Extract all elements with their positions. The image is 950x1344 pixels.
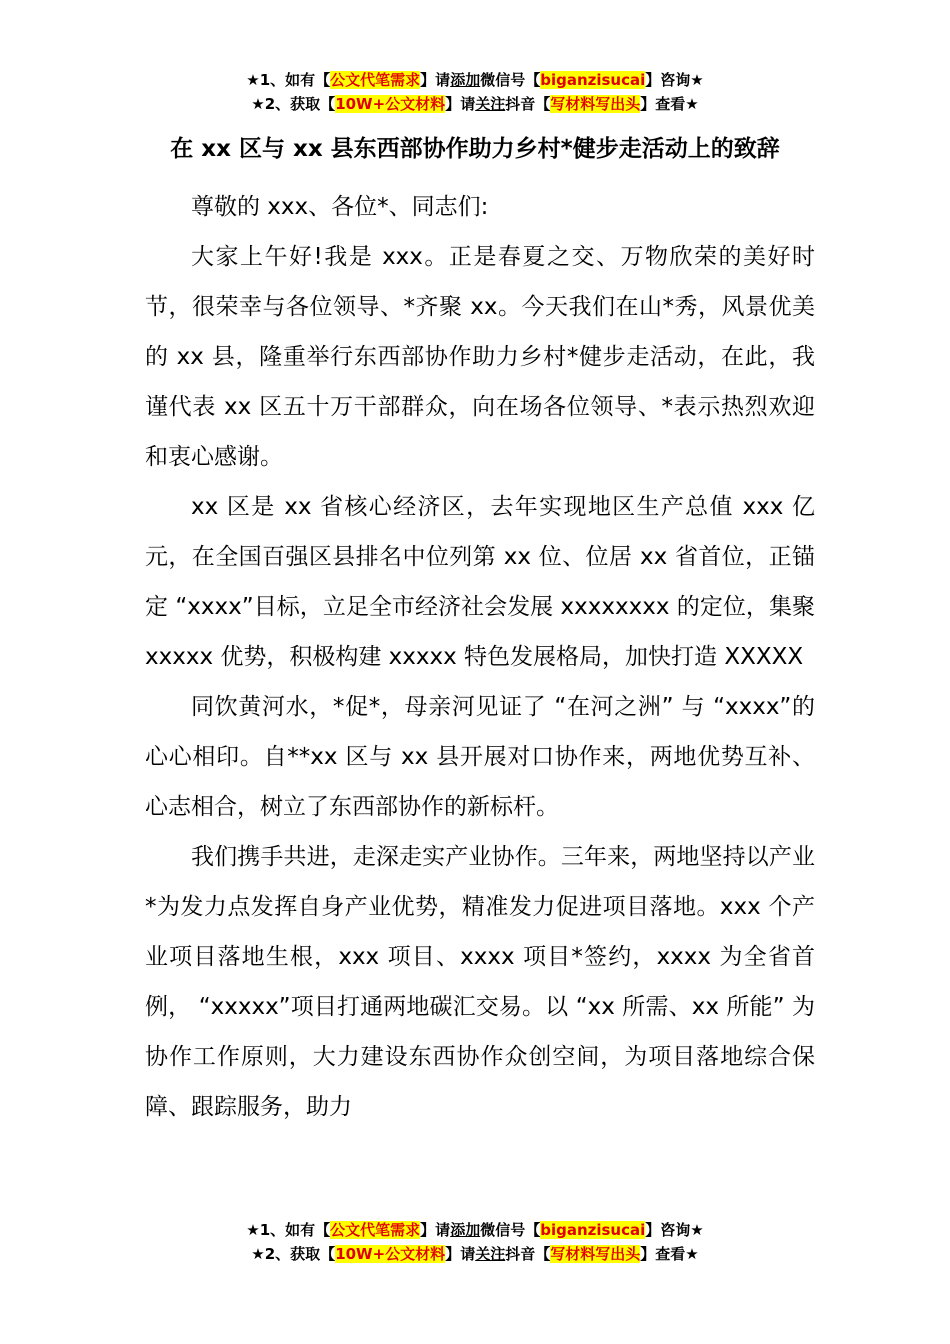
banner-line-1 [0, 1218, 950, 1242]
underlined-text: 添加 [450, 71, 481, 89]
document-title: 在 xx 区与 xx 县东西部协作助力乡村*健步走活动上的致辞 [170, 136, 780, 162]
header-banner [0, 68, 950, 116]
banner-text: 抖音【 [505, 1245, 551, 1263]
banner-text: ★2、获取【 [251, 1245, 336, 1263]
douyin-account: 写材料写出头 [550, 1245, 641, 1263]
banner-text: 】查看★ [640, 95, 699, 113]
underlined-text: 关注 [475, 1245, 506, 1263]
underlined-text: 添加 [450, 1221, 481, 1239]
banner-text: 】请 [445, 95, 476, 113]
banner-text: 微信号【 [480, 1221, 541, 1239]
banner-text: ★2、获取【 [251, 95, 336, 113]
highlight-text: 公文代笔需求 [330, 1221, 421, 1239]
highlight-text: 10W+公文材料 [335, 95, 446, 113]
paragraph: 大家上午好!我是 xxx。正是春夏之交、万物欣荣的美好时节，很荣幸与各位领导、*齐聚 xx。今天我们在山*秀，风景优美的 xx 县，隆重举行东西部协作助力乡村*健步走活动，在此，我谨代表 xx 区五十万干部群众，向在场各位领导、*表示热烈欢迎和衷心感谢。 [145, 244, 815, 470]
paragraph: 我们携手共进，走深走实产业协作。三年来，两地坚持以产业*为发力点发挥自身产业优势，精准发力促进项目落地。xxx 个产业项目落地生根，xxx 项目、xxxx 项目*签约，xxxx 为全省首例， “xxxxx”项目打通两地碳汇交易。以 “xx 所需、xx 所能” 为协作工作原则，大力建设东西协作众创空间，为项目落地综合保障、跟踪服务，助力 [145, 844, 815, 1120]
banner-text: 】查看★ [640, 1245, 699, 1263]
banner-text: ★1、如有【 [246, 71, 331, 89]
wechat-id: biganzisucai [540, 1221, 646, 1239]
banner-text: 】请 [445, 1245, 476, 1263]
banner-text: 】请 [420, 71, 451, 89]
banner-line-2 [0, 1242, 950, 1266]
banner-text: 】咨询★ [645, 1221, 704, 1239]
banner-line-1 [0, 68, 950, 92]
banner-line-2 [0, 92, 950, 116]
highlight-text: 10W+公文材料 [335, 1245, 446, 1263]
paragraph: xx 区是 xx 省核心经济区，去年实现地区生产总值 xxx 亿元，在全国百强区县排名中位列第 xx 位、位居 xx 省首位，正锚定 “xxxx”目标，立足全市经济社会发展 xxxxxxxx 的定位，集聚 xxxxx 优势，积极构建 xxxxx 特色发展格局，加快打造 XXXXX [145, 494, 815, 670]
highlight-text: 公文代笔需求 [330, 71, 421, 89]
banner-text: ★1、如有【 [246, 1221, 331, 1239]
banner-text: 】咨询★ [645, 71, 704, 89]
banner-text: 抖音【 [505, 95, 551, 113]
salutation: 尊敬的 xxx、各位*、同志们: [191, 194, 489, 220]
footer-banner [0, 1218, 950, 1266]
banner-text: 微信号【 [480, 71, 541, 89]
douyin-account: 写材料写出头 [550, 95, 641, 113]
banner-text: 】请 [420, 1221, 451, 1239]
underlined-text: 关注 [475, 95, 506, 113]
wechat-id: biganzisucai [540, 71, 646, 89]
paragraph: 同饮黄河水，*促*，母亲河见证了 “在河之洲” 与 “xxxx”的心心相印。自**xx 区与 xx 县开展对口协作来，两地优势互补、心志相合，树立了东西部协作的新标杆。 [145, 694, 815, 820]
document-body [145, 182, 815, 1132]
